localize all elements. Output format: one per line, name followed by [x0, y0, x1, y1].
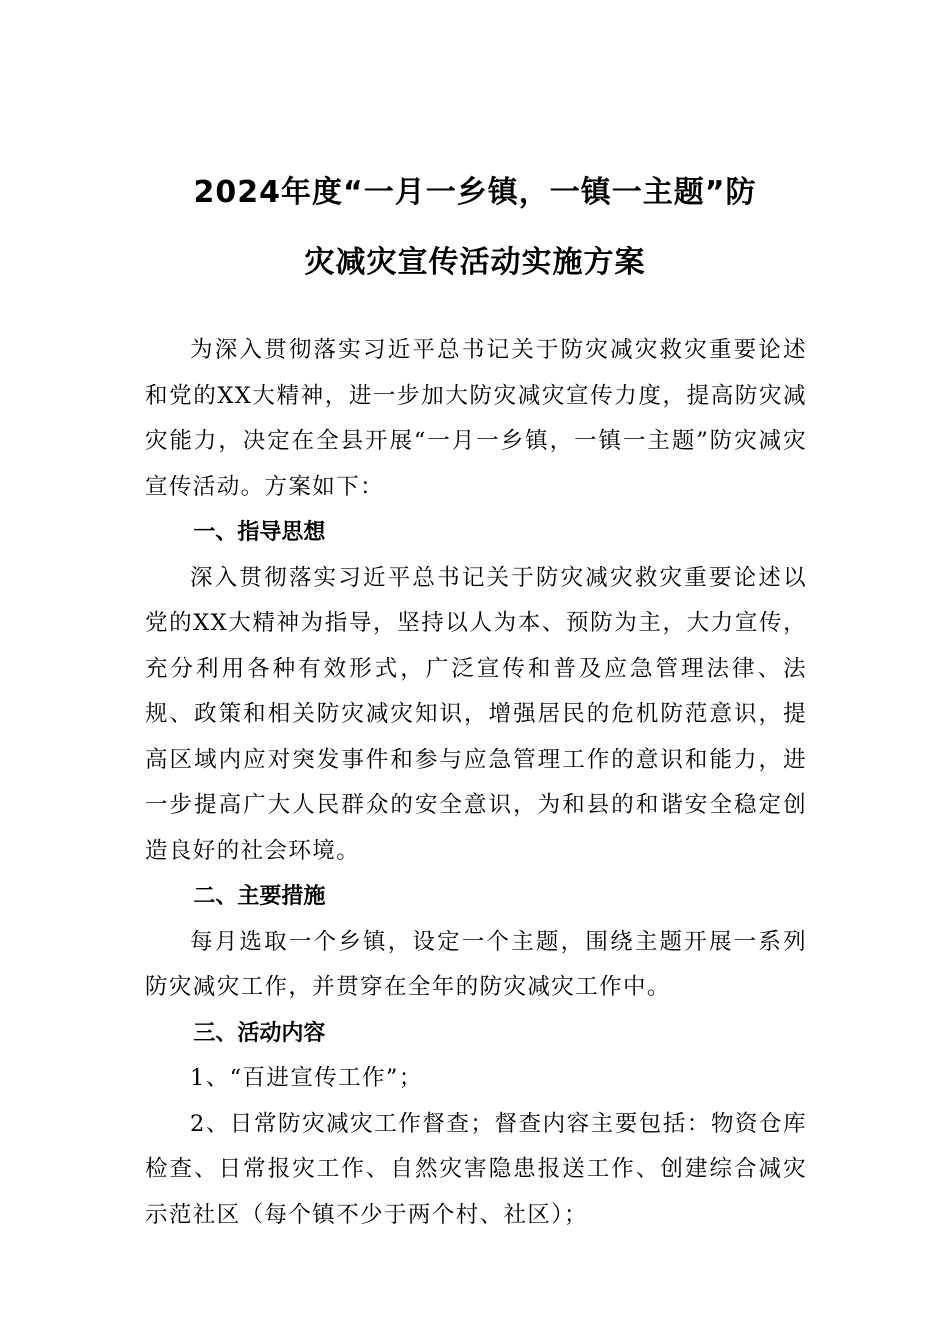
activity-item-1: 1、“百进宣传工作”；: [190, 1065, 423, 1091]
section-guiding-thought-text: 深入贯彻落实习近平总书记关于防灾减灾救灾重要论述以党的XX大精神为指导，坚持以人为本、预防为主，大力宣传，充分利用各种有效形式，广泛宣传和普及应急管理法律、法规、政策和相关防灾减灾知识，增强居民的危机防范意识，提高区域内应对突发事件和参与应急管理工作的意识和能力，进一步提高广大人民群众的安全意识，为和县的和谐安全稳定创造良好的社会环境。: [145, 564, 807, 864]
document-title: [145, 158, 805, 298]
section-main-measures-text: 每月选取一个乡镇，设定一个主题，围绕主题开展一系列防灾减灾工作，并贯穿在全年的防灾减灾工作中。: [145, 928, 807, 1000]
activity-item-2: 2、日常防灾减灾工作督查；督查内容主要包括：物资仓库检查、日常报灾工作、自然灾害隐患报送工作、创建综合减灾示范社区（每个镇不少于两个村、社区）；: [145, 1110, 807, 1228]
section-heading-guiding-thought: 一、指导思想: [193, 520, 326, 545]
intro-paragraph: 为深入贯彻落实习近平总书记关于防灾减灾救灾重要论述和党的XX大精神，进一步加大防灾减灾宣传力度，提高防灾减灾能力，决定在全县开展“一月一乡镇，一镇一主题”防灾减灾宣传活动。方案如下：: [145, 337, 807, 500]
title-line-1: 2024年度“一月一乡镇，一镇一主题”防: [193, 175, 757, 210]
section-heading-activity-content: 三、活动内容: [193, 1020, 326, 1046]
section-heading-main-measures: 二、主要措施: [193, 884, 326, 909]
title-line-2: 灾减灾宣传活动实施方案: [304, 245, 646, 280]
document-body: [145, 328, 807, 1238]
